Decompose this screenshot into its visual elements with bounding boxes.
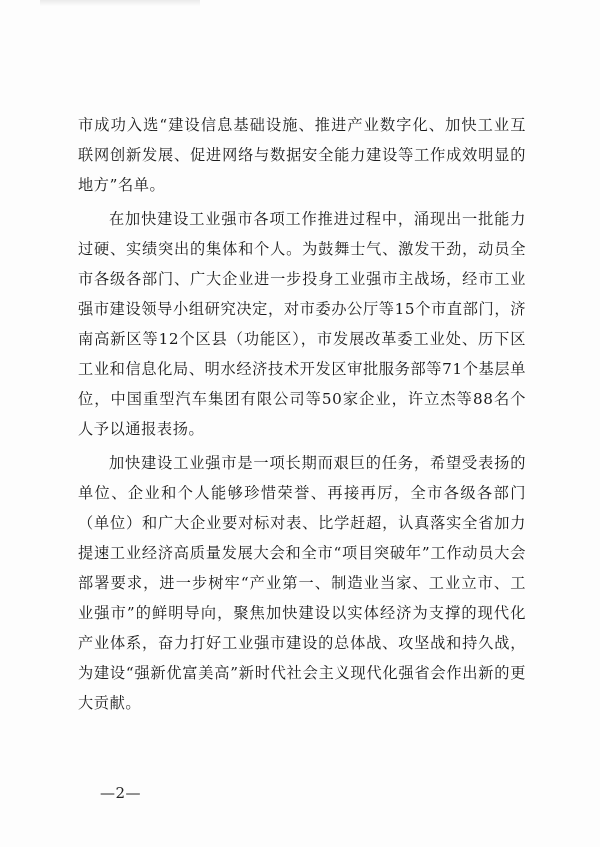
- paragraph-1: 市成功入选“建设信息基础设施、推进产业数字化、加快工业互联网创新发展、促进网络与数据安全能力建设等工作成效明显的地方”名单。: [78, 116, 526, 194]
- page-number: —2—: [100, 784, 142, 802]
- scan-artifact: [40, 0, 200, 6]
- paragraph-3: 加快建设工业强市是一项长期而艰巨的任务，希望受表扬的单位、企业和个人能够珍惜荣誉、再接再厉，全市各级各部门（单位）和广大企业要对标对表、比学赶超，认真落实全省加力提速工业经济高质量发展大会和全市“项目突破年”工作动员大会部署要求，进一步树牢“产业第一、制造业当家、工业立市、工业强市”的鲜明导向，聚焦加快建设以实体经济为支撑的现代化产业体系，奋力打好工业强市建设的总体战、攻坚战和持久战，为建设“强新优富美高”新时代社会主义现代化强省会作出新的更大贡献。: [78, 454, 526, 712]
- document-body: [78, 110, 526, 722]
- paragraph-2: 在加快建设工业强市各项工作推进过程中，涌现出一批能力过硬、实绩突出的集体和个人。为鼓舞士气、激发干劲，动员全市各级各部门、广大企业进一步投身工业强市主战场，经市工业强市建设领导小组研究决定，对市委办公厅等15个市直部门，济南高新区等12个区县（功能区），市发展改革委工业处、历下区工业和信息化局、明水经济技术开发区审批服务部等71个基层单位，中国重型汽车集团有限公司等50家企业，许立杰等88名个人予以通报表扬。: [78, 210, 526, 438]
